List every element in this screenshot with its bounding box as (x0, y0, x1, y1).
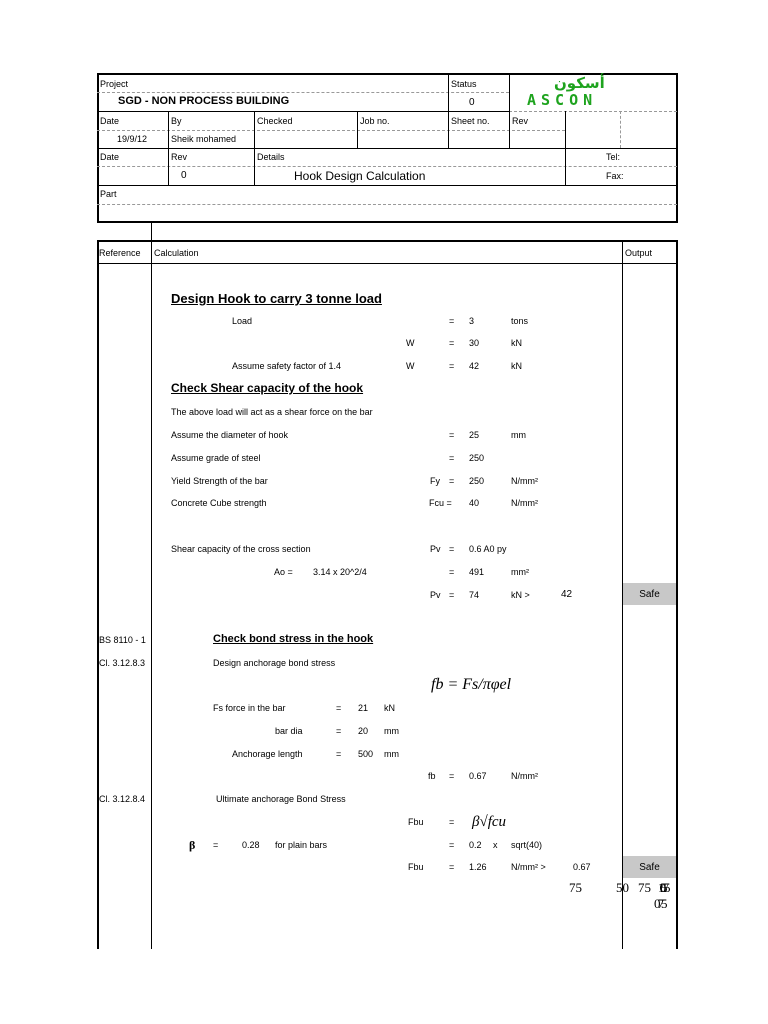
stray-number: 075 (654, 896, 665, 911)
part-label: Part (100, 189, 117, 199)
dia-label: Assume the diameter of hook (171, 430, 289, 440)
fcu-label: Concrete Cube strength (171, 498, 267, 508)
w2-symbol: W (406, 361, 415, 371)
ref-bs8110: BS 8110 - 1 (99, 635, 146, 645)
rev2-label: Rev (171, 152, 188, 162)
fy-symbol: Fy (430, 476, 440, 486)
status-label: Status (451, 79, 477, 89)
bond-safe-badge: Safe (623, 856, 676, 878)
fbu-calc-x: x (493, 840, 498, 850)
bond-title: Check bond stress in the hook (213, 633, 374, 645)
load-label: Load (232, 316, 253, 326)
sheetno-label: Sheet no. (451, 116, 490, 126)
bardia-unit: mm (384, 726, 399, 736)
pv2-symbol: Pv (430, 590, 441, 600)
pv-symbol: Pv (430, 544, 441, 554)
bond-label: Design anchorage bond stress (213, 658, 336, 668)
shear-title: Check Shear capacity of the hook (171, 381, 364, 395)
ao-formula: 3.14 x 20^2/4 (313, 567, 367, 577)
w-eq: = (449, 338, 455, 348)
date2-label: Date (100, 152, 120, 162)
bardia-value: 20 (358, 726, 369, 736)
logo-arabic: أسكون (554, 75, 605, 92)
fbu-calc-a: 0.2 (469, 840, 482, 850)
fy-label: Yield Strength of the bar (171, 476, 268, 486)
stray-number: 75 (569, 880, 582, 895)
fy-unit: N/mm² (511, 476, 538, 486)
fb-unit: N/mm² (511, 771, 538, 781)
anchorage-eq: = (336, 749, 342, 759)
fbu2-symbol: Fbu (408, 862, 424, 872)
ao-unit: mm² (511, 567, 529, 577)
pv-formula: 0.6 A0 py (469, 544, 507, 554)
w-symbol: W (406, 338, 415, 348)
fy-eq: = (449, 476, 455, 486)
ref-cl-3-12-8-3: Cl. 3.12.8.3 (99, 658, 146, 668)
bardia-eq: = (336, 726, 342, 736)
fbu-eq: = (449, 817, 455, 827)
beta-eq: = (213, 840, 219, 850)
shear-safe-badge: Safe (623, 583, 676, 605)
fs-value: 21 (358, 703, 369, 713)
dia-eq: = (449, 430, 455, 440)
safety-factor-label: Assume safety factor of 1.4 (232, 361, 342, 371)
fbu2-compare: 0.67 (573, 862, 591, 872)
fbu-formula: β√fcu (472, 814, 507, 830)
details-label: Details (257, 152, 285, 162)
fs-label: Fs force in the bar (213, 703, 286, 713)
fcu-unit: N/mm² (511, 498, 538, 508)
date-label: Date (100, 116, 120, 126)
fbu2-value: 1.26 (469, 862, 487, 872)
pv-eq: = (449, 544, 455, 554)
pv2-unit: kN > (511, 590, 530, 600)
status-value: 0 (469, 97, 475, 108)
calc-title: Design Hook to carry 3 tonne load (171, 291, 382, 306)
fbu2-eq: = (449, 862, 455, 872)
fbu-calc-eq: = (449, 840, 455, 850)
project-label: Project (100, 79, 129, 89)
ao-value: 491 (469, 567, 485, 577)
tel-label: Tel: (606, 152, 621, 162)
beta-symbol: β (189, 838, 196, 852)
pv2-value: 74 (469, 590, 480, 600)
project-value: SGD - NON PROCESS BUILDING (118, 95, 290, 107)
fs-eq: = (336, 703, 342, 713)
load-eq: = (449, 316, 455, 326)
col-reference: Reference (99, 248, 141, 258)
rev-label: Rev (512, 116, 529, 126)
grade-value: 250 (469, 453, 485, 463)
fs-unit: kN (384, 703, 395, 713)
bardia-label: bar dia (275, 726, 303, 736)
pv2-eq: = (449, 590, 455, 600)
shear-note: The above load will act as a shear force on the bar (171, 407, 373, 417)
company-logo (524, 76, 632, 110)
stray-number: 50 (616, 880, 629, 895)
ult-label: Ultimate anchorage Bond Stress (216, 794, 346, 804)
date-value: 19/9/12 (117, 134, 148, 144)
ao-label: Ao = (274, 567, 293, 577)
fbu2-unit: N/mm² > (511, 862, 546, 872)
ref-cl-3-12-8-4: Cl. 3.12.8.4 (99, 794, 146, 804)
stray-number: 75 (638, 880, 651, 895)
fb-eq: = (449, 771, 455, 781)
col-output: Output (625, 248, 653, 258)
grade-label: Assume grade of steel (171, 453, 261, 463)
beta-value: 0.28 (242, 840, 260, 850)
col-calculation: Calculation (154, 248, 199, 258)
jobno-label: Job no. (360, 116, 390, 126)
fbu-calc-b: sqrt(40) (511, 840, 543, 850)
rev2-value: 0 (181, 170, 187, 181)
ao-eq: = (449, 567, 455, 577)
fbu-symbol: Fbu (408, 817, 424, 827)
anchorage-unit: mm (384, 749, 399, 759)
grade-eq: = (449, 453, 455, 463)
anchorage-value: 500 (358, 749, 374, 759)
w2-eq: = (449, 361, 455, 371)
w-unit: kN (511, 338, 522, 348)
fcu-symbol: Fcu = (429, 498, 452, 508)
fb-formula: fb = Fs/πφel (431, 676, 512, 693)
fax-label: Fax: (606, 171, 624, 181)
pv-label: Shear capacity of the cross section (171, 544, 311, 554)
details-value: Hook Design Calculation (294, 169, 426, 183)
stray-number: 10575 (658, 880, 666, 895)
fcu-value: 40 (469, 498, 480, 508)
beta-note: for plain bars (275, 840, 328, 850)
logo-latin: ASCON (527, 91, 598, 109)
w-value: 30 (469, 338, 480, 348)
dia-unit: mm (511, 430, 526, 440)
anchorage-label: Anchorage length (232, 749, 303, 759)
w2-value: 42 (469, 361, 480, 371)
fb-value: 0.67 (469, 771, 487, 781)
w2-unit: kN (511, 361, 522, 371)
load-unit: tons (511, 316, 529, 326)
by-label: By (171, 116, 182, 126)
fy-value: 250 (469, 476, 485, 486)
dia-value: 25 (469, 430, 480, 440)
by-value: Sheik mohamed (171, 134, 237, 144)
pv2-compare: 42 (561, 589, 573, 600)
checked-label: Checked (257, 116, 293, 126)
load-value: 3 (469, 316, 475, 326)
fb-symbol: fb (428, 771, 436, 781)
